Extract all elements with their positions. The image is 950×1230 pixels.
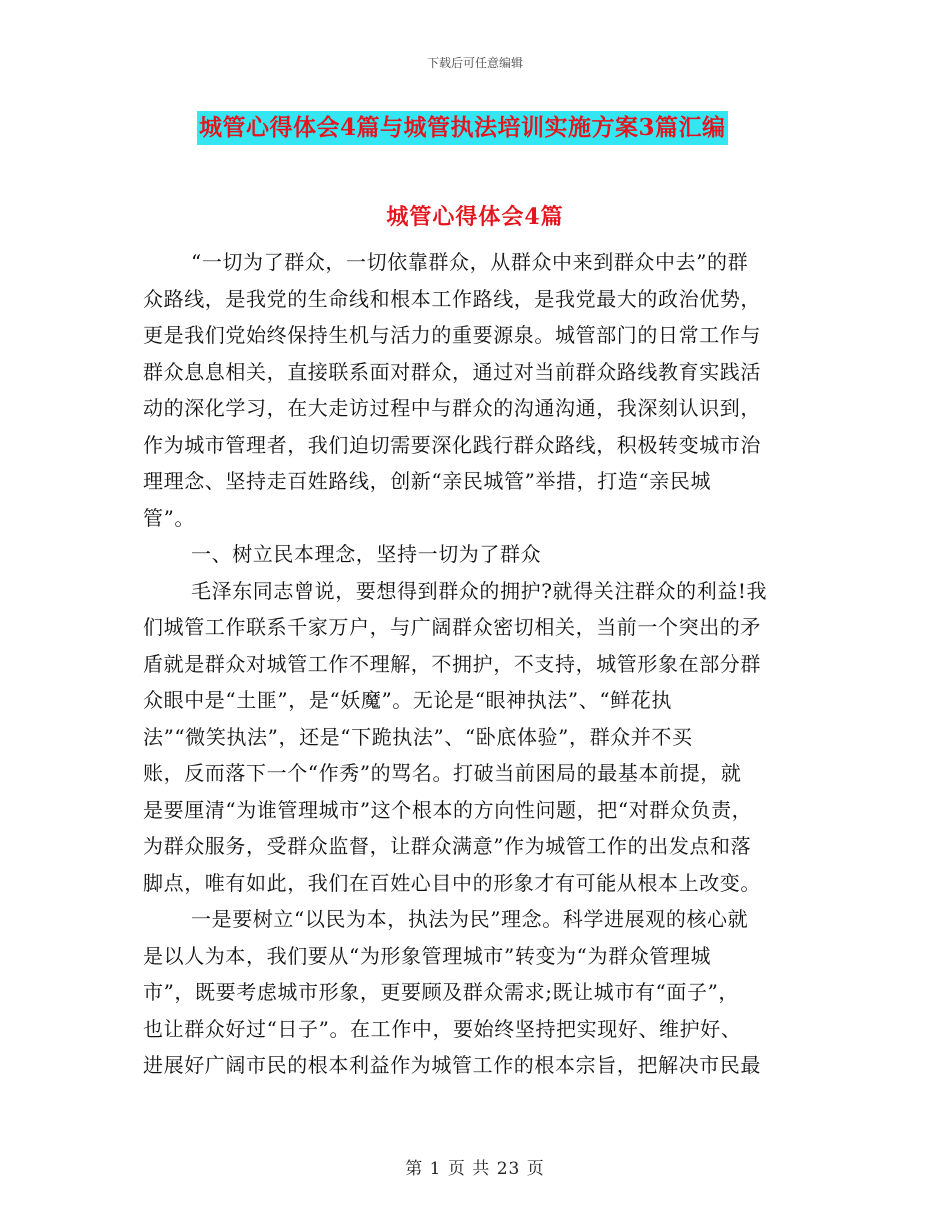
paragraph-line: 动的深化学习，在大走访过程中与群众的沟通沟通，我深刻认识到， <box>143 396 761 420</box>
paragraph-line: 进展好广阔市民的根本利益作为城管工作的根本宗旨，把解决市民最 <box>143 1053 761 1077</box>
paragraph-line: “一切为了群众，一切依靠群众，从群众中来到群众中去”的群 <box>191 250 749 274</box>
header-note: 下载后可任意编辑 <box>426 56 523 70</box>
paragraph-line: 盾就是群众对城管工作不理解，不拥护，不支持，城管形象在部分群 <box>143 651 761 676</box>
document-title-highlight <box>197 111 728 145</box>
paragraph-line: 们城管工作联系千家万户，与广阔群众密切相关，当前一个突出的矛 <box>143 615 761 639</box>
paragraph-line: 众路线，是我党的生命线和根本工作路线，是我党最大的政治优势， <box>143 286 761 311</box>
page-footer: 第 1 页 共 23 页 <box>405 1159 545 1179</box>
paragraph-line: 作为城市管理者，我们迫切需要深化践行群众路线，积极转变城市治 <box>143 432 761 457</box>
paragraph-line: 为群众服务，受群众监督，让群众满意”作为城管工作的出发点和落 <box>143 834 752 858</box>
paragraph-line: 是以人为本，我们要从“为形象管理城市”转变为“为群众管理城 <box>143 943 712 968</box>
paragraph-line: 市”，既要考虑城市形象，更要顾及群众需求;既让城市有“面子”， <box>143 980 740 1004</box>
paragraph-line: 理理念、坚持走百姓路线，创新“亲民城管”举措，打造“亲民城 <box>143 469 712 493</box>
paragraph-line: 管”。 <box>143 505 196 530</box>
paragraph-line: 脚点，唯有如此，我们在百姓心目中的形象才有可能从根本上改变。 <box>143 870 761 895</box>
paragraph-line: 法”“微笑执法”，还是“下跪执法”、“卧底体验”，群众并不买 <box>143 724 693 749</box>
document-title: 城管心得体会4篇与城管执法培训实施方案3篇汇编 <box>199 114 726 141</box>
paragraph-line: 毛泽东同志曾说，要想得到群众的拥护?就得关注群众的利益!我 <box>191 578 768 603</box>
paragraph-line: 也让群众好过“日子”。在工作中，要始终坚持把实现好、维护好、 <box>143 1016 742 1041</box>
paragraph-line: 账，反而落下一个“作秀”的骂名。打破当前困局的最基本前提，就 <box>143 761 742 785</box>
paragraph-line: 众眼中是“土匪”，是“妖魔”。无论是“眼神执法”、“鲜花执 <box>143 688 672 712</box>
body-text <box>143 244 803 1084</box>
paragraph-line: 群众息息相关，直接联系面对群众，通过对当前群众路线教育实践活 <box>143 359 761 384</box>
subheading-line: 一、树立民本理念，坚持一切为了群众 <box>191 542 542 566</box>
paragraph-line: 一是要树立“以民为本，执法为民”理念。科学进展观的核心就 <box>191 907 749 931</box>
paragraph-line: 是要厘清“为谁管理城市”这个根本的方向性问题，把“对群众负责， <box>143 797 753 822</box>
paragraph-line: 更是我们党始终保持生机与活力的重要源泉。城管部门的日常工作与 <box>143 323 761 347</box>
section-title: 城管心得体会4篇 <box>386 204 564 230</box>
